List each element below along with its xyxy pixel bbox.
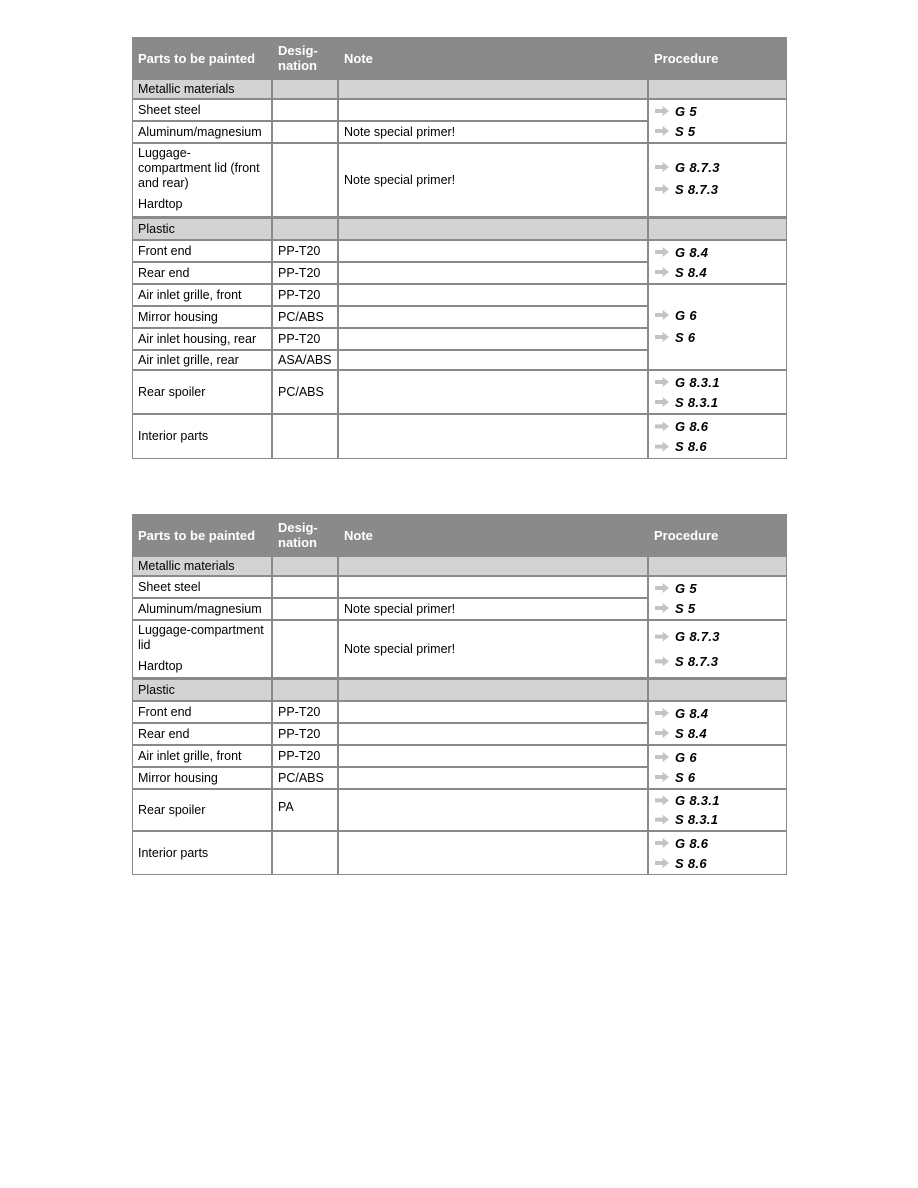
section-cell: [649, 557, 786, 575]
designation-text: PC/ABS: [278, 309, 324, 324]
procedure-ref[interactable]: [654, 854, 786, 872]
part-name: Mirror housing: [138, 309, 218, 324]
note-cell: [339, 577, 647, 597]
procedure-ref[interactable]: [654, 328, 786, 346]
procedure-ref[interactable]: [654, 122, 786, 140]
arrow-right-icon: [655, 858, 669, 868]
table-row-air-grille-front: [133, 746, 271, 766]
note-cell: [339, 122, 647, 142]
procedure-code: G 6: [675, 307, 697, 323]
header-designation-label: Desig- nation: [278, 43, 318, 73]
designation-cell: [273, 285, 337, 305]
table-row-air-grille-front: [133, 285, 271, 305]
part-name: Luggage- compartment lid (front and rear): [138, 146, 260, 190]
procedure-code: G 6: [675, 749, 697, 765]
section-cell: [273, 219, 337, 239]
procedure-code: S 8.4: [675, 725, 707, 741]
section-cell: [649, 219, 786, 239]
designation-cell: [273, 351, 337, 369]
header-designation: [273, 515, 337, 555]
procedure-cell: [649, 285, 786, 369]
arrow-right-icon: [655, 184, 669, 194]
procedure-code: S 8.4: [675, 264, 707, 280]
section-cell: [339, 219, 647, 239]
procedure-code: S 8.3.1: [675, 394, 719, 410]
procedure-ref[interactable]: [654, 791, 786, 809]
procedure-code: G 8.3.1: [675, 374, 720, 390]
procedure-ref[interactable]: [654, 393, 786, 411]
designation-cell: [273, 832, 337, 874]
procedure-code: S 8.3.1: [675, 812, 719, 828]
designation-text: PP-T20: [278, 243, 321, 258]
section-metallic: [133, 557, 271, 575]
arrow-right-icon: [655, 162, 669, 172]
arrow-right-icon: [655, 267, 669, 277]
note-cell: [339, 790, 647, 830]
section-cell: [339, 557, 647, 575]
note-cell: [339, 371, 647, 413]
arrow-right-icon: [655, 728, 669, 738]
part-name: Air inlet grille, rear: [138, 352, 239, 367]
designation-cell: [273, 263, 337, 283]
header-designation-label: Desig- nation: [278, 520, 318, 550]
procedure-ref[interactable]: [654, 102, 786, 120]
designation-cell: [273, 307, 337, 327]
arrow-right-icon: [655, 106, 669, 116]
designation-cell: [273, 599, 337, 619]
procedure-ref[interactable]: [654, 811, 786, 829]
arrow-right-icon: [655, 752, 669, 762]
part-name: Front end: [138, 704, 192, 719]
designation-cell: [273, 724, 337, 744]
procedure-ref[interactable]: [654, 243, 786, 261]
header-procedure-label: Procedure: [654, 527, 719, 543]
header-note: [339, 515, 647, 555]
part-name: Front end: [138, 243, 192, 258]
note-cell: [339, 144, 647, 216]
part-name: Interior parts: [138, 429, 209, 443]
arrow-right-icon: [655, 377, 669, 387]
note-cell: [339, 621, 647, 677]
part-name: Air inlet grille, front: [138, 748, 242, 763]
header-note: [339, 38, 647, 78]
procedure-code: S 6: [675, 329, 696, 345]
arrow-right-icon: [655, 795, 669, 805]
procedure-ref[interactable]: [654, 768, 786, 786]
designation-text: ASA/ABS: [278, 352, 332, 367]
part-name: Rear spoiler: [138, 802, 206, 817]
procedure-ref[interactable]: [654, 263, 786, 281]
section-metallic: [133, 80, 271, 98]
table-row-mirror: [133, 768, 271, 788]
section-cell: [649, 680, 786, 700]
header-parts: [133, 38, 271, 78]
procedure-cell: [649, 144, 786, 216]
note-cell: [339, 702, 647, 722]
header-parts: [133, 515, 271, 555]
procedure-ref[interactable]: [654, 724, 786, 742]
designation-cell: [273, 144, 337, 216]
part-name: Air inlet grille, front: [138, 287, 242, 302]
procedure-code: G 8.4: [675, 244, 709, 260]
table-row-mirror: [133, 307, 271, 327]
table-row-luggage: [133, 144, 271, 216]
part-name: Luggage-compartment lid: [138, 623, 264, 652]
note-cell: [339, 599, 647, 619]
note-text: Note special primer!: [344, 124, 456, 139]
procedure-ref[interactable]: [654, 748, 786, 766]
paint-procedure-table-2: [132, 514, 787, 875]
arrow-right-icon: [655, 772, 669, 782]
header-parts-label: Parts to be painted: [138, 527, 256, 543]
arrow-right-icon: [655, 397, 669, 407]
arrow-right-icon: [655, 310, 669, 320]
designation-text: PP-T20: [278, 748, 321, 763]
procedure-code: S 6: [675, 769, 696, 785]
section-plastic-label: Plastic: [138, 221, 175, 236]
procedure-cell: [649, 746, 786, 788]
note-cell: [339, 329, 647, 349]
part-name: Sheet steel: [138, 579, 201, 594]
procedure-ref[interactable]: [654, 180, 786, 198]
procedure-cell: [649, 790, 786, 830]
procedure-ref[interactable]: [654, 579, 786, 597]
part-name: Rear end: [138, 265, 190, 280]
procedure-ref[interactable]: [654, 306, 786, 324]
table-row-interior: [133, 415, 271, 458]
designation-cell: [273, 790, 337, 830]
arrow-right-icon: [655, 126, 669, 136]
arrow-right-icon: [655, 708, 669, 718]
procedure-code: S 5: [675, 600, 696, 616]
designation-cell: [273, 577, 337, 597]
table-row-interior: [133, 832, 271, 874]
procedure-cell: [649, 702, 786, 744]
section-plastic: [133, 219, 271, 239]
table-row-sheet-steel: [133, 100, 271, 120]
section-metallic-label: Metallic materials: [138, 81, 235, 96]
designation-cell: [273, 122, 337, 142]
header-designation: [273, 38, 337, 78]
note-cell: [339, 351, 647, 369]
arrow-right-icon: [655, 442, 669, 452]
arrow-right-icon: [655, 247, 669, 257]
part-name: Rear spoiler: [138, 384, 206, 399]
arrow-right-icon: [655, 583, 669, 593]
note-cell: [339, 100, 647, 120]
designation-cell: [273, 415, 337, 458]
procedure-cell: [649, 621, 786, 677]
designation-cell: [273, 702, 337, 722]
part-name: Air inlet housing, rear: [138, 331, 257, 346]
procedure-code: G 8.3.1: [675, 792, 720, 808]
designation-text: PC/ABS: [278, 384, 324, 399]
designation-text: PP-T20: [278, 726, 321, 741]
procedure-code: S 8.6: [675, 439, 707, 455]
part-name: Aluminum/magnesium: [138, 124, 262, 139]
procedure-code: S 8.6: [675, 855, 707, 871]
designation-cell: [273, 768, 337, 788]
section-cell: [649, 80, 786, 98]
part-name: Hardtop: [138, 197, 183, 211]
procedure-ref[interactable]: [654, 438, 786, 456]
arrow-right-icon: [655, 632, 669, 642]
procedure-cell: [649, 415, 786, 458]
arrow-right-icon: [655, 603, 669, 613]
note-text: Note special primer!: [344, 641, 456, 656]
procedure-ref[interactable]: [654, 158, 786, 176]
designation-text: PA: [278, 800, 294, 814]
section-cell: [339, 680, 647, 700]
arrow-right-icon: [655, 421, 669, 431]
header-procedure: [649, 38, 786, 78]
note-cell: [339, 285, 647, 305]
arrow-right-icon: [655, 656, 669, 666]
designation-cell: [273, 100, 337, 120]
section-cell: [273, 557, 337, 575]
procedure-cell: [649, 100, 786, 142]
note-cell: [339, 415, 647, 458]
note-cell: [339, 746, 647, 766]
section-plastic: [133, 680, 271, 700]
header-note-label: Note: [344, 527, 373, 543]
table-row-aluminum: [133, 599, 271, 619]
procedure-cell: [649, 832, 786, 874]
table-row-rear-spoiler: [133, 371, 271, 413]
header-note-label: Note: [344, 50, 373, 66]
procedure-ref[interactable]: [654, 652, 786, 670]
section-metallic-label: Metallic materials: [138, 558, 235, 573]
table-row-rear-end: [133, 724, 271, 744]
procedure-ref[interactable]: [654, 628, 786, 646]
table-row-sheet-steel: [133, 577, 271, 597]
table-row-air-grille-rear: [133, 351, 271, 369]
part-name: Aluminum/magnesium: [138, 601, 262, 616]
procedure-code: G 8.7.3: [675, 629, 720, 645]
designation-cell: [273, 329, 337, 349]
note-cell: [339, 241, 647, 261]
designation-text: PC/ABS: [278, 770, 324, 785]
header-procedure-label: Procedure: [654, 50, 719, 66]
table-row-rear-end: [133, 263, 271, 283]
arrow-right-icon: [655, 815, 669, 825]
section-cell: [339, 80, 647, 98]
section-cell: [273, 80, 337, 98]
procedure-cell: [649, 371, 786, 413]
note-text: Note special primer!: [344, 172, 456, 187]
procedure-cell: [649, 241, 786, 283]
designation-text: PP-T20: [278, 331, 321, 346]
designation-cell: [273, 371, 337, 413]
note-cell: [339, 307, 647, 327]
part-name: Mirror housing: [138, 770, 218, 785]
section-plastic-label: Plastic: [138, 682, 175, 697]
part-name: Sheet steel: [138, 102, 201, 117]
table-row-luggage: [133, 621, 271, 677]
procedure-cell: [649, 577, 786, 619]
procedure-ref[interactable]: [654, 704, 786, 722]
note-cell: [339, 263, 647, 283]
procedure-code: S 5: [675, 123, 696, 139]
table-row-rear-spoiler: [133, 790, 271, 830]
designation-text: PP-T20: [278, 265, 321, 280]
arrow-right-icon: [655, 332, 669, 342]
procedure-ref[interactable]: [654, 417, 786, 435]
procedure-code: G 5: [675, 580, 697, 596]
part-name: Interior parts: [138, 845, 209, 860]
procedure-code: G 5: [675, 103, 697, 119]
table-row-air-housing-rear: [133, 329, 271, 349]
procedure-code: S 8.7.3: [675, 653, 719, 669]
procedure-code: G 8.7.3: [675, 159, 720, 175]
header-parts-label: Parts to be painted: [138, 50, 256, 66]
procedure-ref[interactable]: [654, 599, 786, 617]
procedure-code: G 8.4: [675, 705, 709, 721]
procedure-code: G 8.6: [675, 835, 709, 851]
designation-cell: [273, 241, 337, 261]
part-name: Hardtop: [138, 659, 183, 673]
note-cell: [339, 832, 647, 874]
paint-procedure-table-1: [132, 37, 787, 459]
header-procedure: [649, 515, 786, 555]
table-row-front-end: [133, 702, 271, 722]
designation-cell: [273, 746, 337, 766]
table-row-aluminum: [133, 122, 271, 142]
procedure-code: G 8.6: [675, 418, 709, 434]
procedure-ref[interactable]: [654, 373, 786, 391]
note-cell: [339, 768, 647, 788]
procedure-code: S 8.7.3: [675, 181, 719, 197]
designation-text: PP-T20: [278, 287, 321, 302]
designation-text: PP-T20: [278, 704, 321, 719]
designation-cell: [273, 621, 337, 677]
procedure-ref[interactable]: [654, 834, 786, 852]
note-cell: [339, 724, 647, 744]
section-cell: [273, 680, 337, 700]
part-name: Rear end: [138, 726, 190, 741]
arrow-right-icon: [655, 838, 669, 848]
note-text: Note special primer!: [344, 601, 456, 616]
table-row-front-end: [133, 241, 271, 261]
